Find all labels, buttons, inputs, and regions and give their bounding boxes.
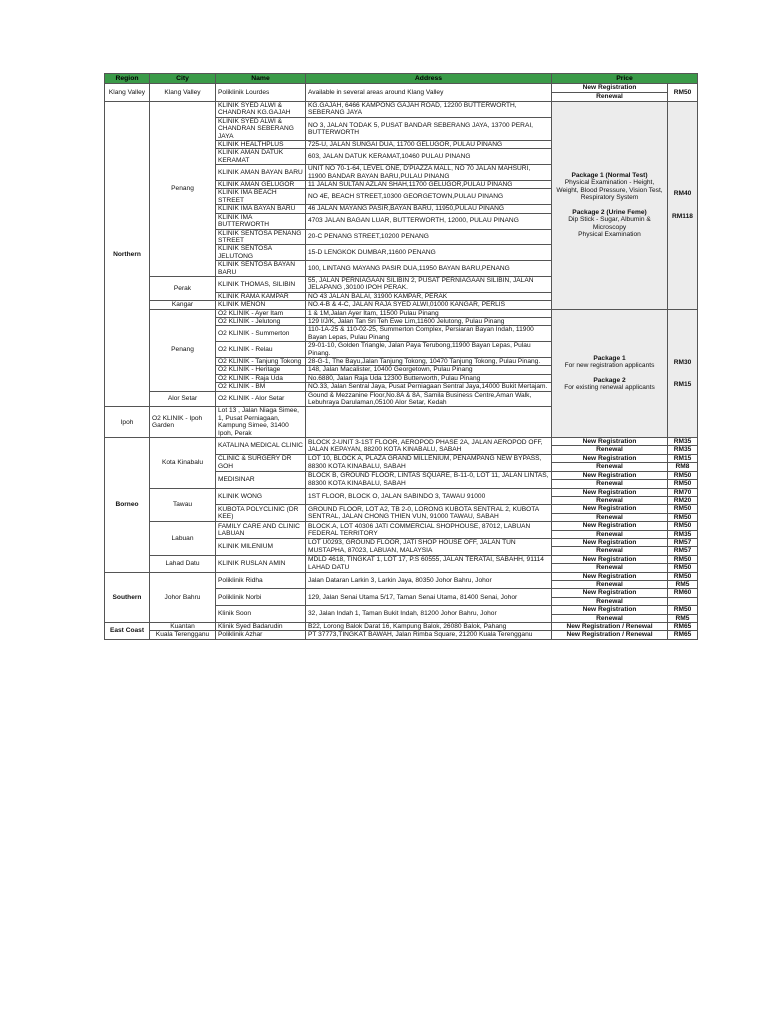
clinic-address: 15-D LENGKOK DUMBAR,11600 PENANG xyxy=(306,245,552,261)
table-row xyxy=(105,488,698,496)
clinic-address: 100, LINTANG MAYANG PASIR DUA,11950 BAYAN BARU,PENANG xyxy=(306,261,552,277)
clinic-name: KLINIK RAMA KAMPAR xyxy=(216,292,306,300)
table-row xyxy=(105,555,698,563)
clinic-name: Poliklinik Ridha xyxy=(216,572,306,589)
clinic-address: 11 JALAN SULTAN AZLAN SHAH,11700 GELUGOR,PULAU PINANG xyxy=(306,181,552,189)
clinic-address: BLOCK B, GROUND FLOOR, LINTAS SQUARE, B-11-0, LOT 11, JALAN LINTAS, 88300 KOTA KINABALU, SABAH xyxy=(306,471,552,488)
price-value: RM57 xyxy=(668,547,698,555)
price-value: RM15 xyxy=(668,454,698,462)
clinic-name: KLINIK WONG xyxy=(216,488,306,505)
package-desc: Physical Examination xyxy=(578,231,641,239)
price-table xyxy=(104,73,698,640)
clinic-address: GROUND FLOOR, LOT A2, TB 2-0, LORONG KUBOTA SENTRAL 2, KUBOTA SENTRAL, JALAN CHONG THIEN VUN, 91000 TAWAU, SABAH xyxy=(306,505,552,522)
clinic-address: NO 4E, BEACH STREET,10300 GEORGETOWN,PULAU PINANG xyxy=(306,189,552,205)
clinic-name: KLINIK AMAN BAYAN BARU xyxy=(216,165,306,181)
clinic-address: 1 & 1M,Jalan Ayer Itam, 11500 Pulau Pinang xyxy=(306,309,552,317)
clinic-name: O2 KLINIK - Ipoh Garden xyxy=(150,407,216,438)
clinic-address: KG.GAJAH, 6466 KAMPONG GAJAH ROAD, 12200 BUTTERWORTH, SEBERANG JAYA xyxy=(306,102,552,118)
clinic-address: 603, JALAN DATUK KERAMAT,10460 PULAU PINANG xyxy=(306,149,552,165)
clinic-address: 32, Jalan Indah 1, Taman Bukit Indah, 81200 Johor Bahru, Johor xyxy=(306,606,552,623)
table-row xyxy=(105,84,698,93)
price-value: RM50 xyxy=(668,606,698,614)
price-value: RM30 xyxy=(673,358,692,366)
price-label: New Registration / Renewal xyxy=(552,631,668,639)
price-value: RM50 xyxy=(668,572,698,580)
clinic-name: KLINIK SYED ALWI & CHANDRAN KG.GAJAH xyxy=(216,102,306,118)
region-cell: Southern xyxy=(105,572,150,622)
price-value: RM5 xyxy=(668,580,698,588)
renewal-label: Renewal xyxy=(552,547,668,555)
clinic-address: NO 43 JALAN BALAI, 31900 KAMPAR, PERAK xyxy=(306,292,552,300)
price-value xyxy=(668,597,698,605)
clinic-name: KATALINA MEDICAL CLINIC xyxy=(216,438,306,455)
package-desc: For existing renewal applicants xyxy=(564,384,655,392)
price-value: RM50 xyxy=(668,555,698,563)
clinic-name: KLINIK SENTOSA BAYAN BARU xyxy=(216,261,306,277)
header-region: Region xyxy=(105,74,150,84)
clinic-name: O2 KLINIK - Ayer Itam xyxy=(216,309,306,317)
clinic-address: NO 3, JALAN TODAK 5, PUSAT BANDAR SEBERANG JAYA, 13700 PERAI, BUTTERWORTH xyxy=(306,117,552,140)
city-cell: Kuantan xyxy=(150,623,216,631)
price-value: RM50 xyxy=(668,84,698,102)
clinic-address: 148, Jalan Macalister, 10400 Georgetown, Pulau Pinang xyxy=(306,366,552,374)
price-value: RM50 xyxy=(668,480,698,488)
clinic-name: Poliklinik Norbi xyxy=(216,589,306,606)
clinic-address: NO.33, Jalan Sentral Jaya, Pusat Perniagaan Sentral Jaya,14000 Bukit Mertajam. xyxy=(306,383,552,391)
city-cell: Ipoh xyxy=(105,407,150,438)
clinic-address: 110-1A-25 & 110-02-25, Summerton Complex, Persiaran Bayan Indah, 11900 Bayan Lepas, Pulau Pinang xyxy=(306,326,552,342)
price-value: RM70 xyxy=(668,488,698,496)
clinic-address: PT 37773,TINGKAT BAWAH, Jalan Rimba Square, 21200 Kuala Terengganu xyxy=(306,631,552,639)
renewal-label: Renewal xyxy=(552,530,668,538)
clinic-address: 46 JALAN MAYANG PASIR,BAYAN BARU, 11950,PULAU PINANG xyxy=(306,205,552,213)
city-cell: Tawau xyxy=(150,488,216,522)
price-value: RM5 xyxy=(668,614,698,622)
clinic-address: 725-U, JALAN SUNGAI DUA, 11700 GELUGOR, PULAU PINANG xyxy=(306,141,552,149)
clinic-name: O2 KLINIK - Summerton xyxy=(216,326,306,342)
new-registration-label: New Registration xyxy=(552,488,668,496)
clinic-name: KLINIK IMA BAYAN BARU xyxy=(216,205,306,213)
city-cell: Kuala Terengganu xyxy=(150,631,216,639)
renewal-label: Renewal xyxy=(552,496,668,504)
table-row xyxy=(105,572,698,580)
clinic-address: Available in several areas around Klang Valley xyxy=(306,84,552,102)
clinic-address: LOT 10, BLOCK A, PLAZA GRAND MILLENIUM, PENAMPANG NEW BYPASS, 88300 KOTA KINABALU, SABAH xyxy=(306,454,552,471)
price-value: RM50 xyxy=(668,471,698,479)
clinic-name: KLINIK SENTOSA PENANG STREET xyxy=(216,229,306,245)
table-row xyxy=(105,623,698,631)
city-cell: Kota Kinabalu xyxy=(150,438,216,488)
clinic-name: KLINIK SENTOSA JELUTONG xyxy=(216,245,306,261)
package-description xyxy=(552,309,668,438)
clinic-name: O2 KLINIK - Jelutong xyxy=(216,317,306,325)
table-row xyxy=(105,438,698,446)
price-label: New Registration / Renewal xyxy=(552,623,668,631)
renewal-label: Renewal xyxy=(552,93,668,102)
clinic-address: UNIT NO 70-1-64, LEVEL ONE, D'PIAZZA MALL, NO 70 JALAN MAHSURI, 11900 BANDAR BAYAN BARU,PULAU PINANG xyxy=(306,165,552,181)
city-cell: Alor Setar xyxy=(150,391,216,407)
package-title: Package 1 xyxy=(593,354,626,362)
clinic-name: Poliklinik Azhar xyxy=(216,631,306,639)
package-prices xyxy=(668,102,698,310)
table-row xyxy=(105,102,698,118)
clinic-name: FAMILY CARE AND CLINIC LABUAN xyxy=(216,522,306,539)
new-registration-label: New Registration xyxy=(552,438,668,446)
clinic-address: Lot 13 , Jalan Niaga Simee, 1, Pusat Perniagaan, Kampung Simee, 31400 Ipoh, Perak xyxy=(216,407,306,438)
price-value: RM65 xyxy=(668,631,698,639)
clinic-price-table xyxy=(104,73,693,640)
renewal-label: Renewal xyxy=(552,564,668,572)
package-prices xyxy=(668,309,698,438)
clinic-name: O2 KLINIK - Tanjung Tokong xyxy=(216,358,306,366)
clinic-name: KUBOTA POLYCLINIC (DR KEE) xyxy=(216,505,306,522)
price-value: RM40 xyxy=(673,190,692,198)
price-value: RM50 xyxy=(668,564,698,572)
region-cell: East Coast xyxy=(105,623,150,640)
clinic-name: KLINIK IMA BEACH STREET xyxy=(216,189,306,205)
clinic-address: 29-01-10, Golden Triangle, Jalan Paya Terubong,11900 Bayan Lepas, Pulau Pinang. xyxy=(306,342,552,358)
clinic-address: LOT U0293, GROUND FLOOR, JATI SHOP HOUSE OFF, JALAN TUN MUSTAPHA, 87023, LABUAN, MALAYSIA xyxy=(306,538,552,555)
clinic-name: O2 KLINIK - Heritage xyxy=(216,366,306,374)
renewal-label: Renewal xyxy=(552,513,668,521)
header-name: Name xyxy=(216,74,306,84)
price-value: RM60 xyxy=(668,589,698,597)
header-price: Price xyxy=(552,74,698,84)
city-cell: Johor Bahru xyxy=(150,572,216,622)
header-address: Address xyxy=(306,74,552,84)
city-cell: Klang Valley xyxy=(150,84,216,102)
price-value: RM35 xyxy=(668,438,698,446)
price-value: RM65 xyxy=(668,623,698,631)
clinic-address: 129 I/J/K, Jalan Tan Sri Teh Ewe Lim,11600 Jelutong, Pulau Pinang xyxy=(306,317,552,325)
new-registration-label: New Registration xyxy=(552,606,668,614)
clinic-address: BLOCK.A, LOT 40306 JATI COMMERCIAL SHOPHOUSE, 87012, LABUAN FEDERAL TERRITORY xyxy=(306,522,552,539)
clinic-address: 129, Jalan Senai Utama 5/17, Taman Senai Utama, 81400 Senai, Johor xyxy=(306,589,552,606)
renewal-label: Renewal xyxy=(552,580,668,588)
price-value: RM50 xyxy=(668,513,698,521)
renewal-label: Renewal xyxy=(552,463,668,471)
table-row xyxy=(105,309,698,317)
new-registration-label: New Registration xyxy=(552,572,668,580)
package-description xyxy=(552,102,668,310)
clinic-address: 28-G-1, The Bayu,Jalan Tanjung Tokong, 10470 Tanjung Tokong, Pulau Pinang. xyxy=(306,358,552,366)
package-desc: For new registration applicants xyxy=(564,362,655,370)
clinic-name: O2 KLINIK - Raja Uda xyxy=(216,374,306,382)
clinic-name: KLINIK THOMAS, SILIBIN xyxy=(216,276,306,292)
dynamic-rows xyxy=(105,438,698,640)
header-row xyxy=(105,74,698,84)
clinic-name: KLINIK SYED ALWI & CHANDRAN SEBERANG JAYA xyxy=(216,117,306,140)
clinic-name: O2 KLINIK - Relau xyxy=(216,342,306,358)
clinic-name: KLINIK MILENIUM xyxy=(216,538,306,555)
clinic-address: 4703 JALAN BAGAN LUAR, BUTTERWORTH, 12000, PULAU PINANG xyxy=(306,213,552,229)
package-title: Package 2 xyxy=(593,377,626,385)
clinic-address: Gound & Mezzanine Floor,No.8A & 8A, Samila Business Centre,Aman Walk, Lebuhraya Darulaman,05100 Alor Setar, Kedah xyxy=(306,391,552,407)
clinic-address: NO.4-B & 4-C, JALAN RAJA SYED ALWI,01000 KANGAR, PERLIS xyxy=(306,301,552,309)
clinic-address: BLOCK 2-UNIT 3-1ST FLOOR, AEROPOD PHASE 2A, JALAN AEROPOD OFF, JALAN KEPAYAN, 88200 KOTA KINABALU, SABAH xyxy=(306,438,552,455)
renewal-label: Renewal xyxy=(552,446,668,454)
new-registration-label: New Registration xyxy=(552,589,668,597)
renewal-label: Renewal xyxy=(552,597,668,605)
clinic-name: KLINIK IMA BUTTERWORTH xyxy=(216,213,306,229)
clinic-address: MDLD 4618, TINGKAT 1, LOT 17, P.S 60555, JALAN TERATAI, SABAHH, 91114 LAHAD DATU xyxy=(306,555,552,572)
price-value: RM57 xyxy=(668,538,698,546)
city-cell: Perak xyxy=(150,276,216,300)
city-cell: Penang xyxy=(150,102,216,277)
new-registration-label: New Registration xyxy=(552,538,668,546)
package-title: Package 2 (Urine Feme) xyxy=(572,208,647,216)
new-registration-label: New Registration xyxy=(552,84,668,93)
clinic-name: CLINIC & SURGERY DR GOH xyxy=(216,454,306,471)
package-desc: Physical Examination - Height, Weight, Blood Pressure, Vision Test, Respiratory System xyxy=(556,179,663,202)
city-cell: Penang xyxy=(150,309,216,391)
new-registration-label: New Registration xyxy=(552,505,668,513)
city-cell: Kangar xyxy=(150,301,216,309)
clinic-address: No.6880, Jalan Raja Uda 12300 Butterworth, Pulau Pinang xyxy=(306,374,552,382)
table-row xyxy=(105,522,698,530)
clinic-address: B22, Lorong Balok Darat 16, Kampung Balok, 26080 Balok, Pahang xyxy=(306,623,552,631)
clinic-name: O2 KLINIK - Alor Setar xyxy=(216,391,306,407)
city-cell: Lahad Datu xyxy=(150,555,216,572)
new-registration-label: New Registration xyxy=(552,522,668,530)
price-value: RM50 xyxy=(668,505,698,513)
price-value: RM118 xyxy=(672,212,693,220)
price-value: RM8 xyxy=(668,463,698,471)
new-registration-label: New Registration xyxy=(552,471,668,479)
price-value: RM35 xyxy=(668,446,698,454)
clinic-name: KLINIK RUSLAN AMIN xyxy=(216,555,306,572)
clinic-name: Poliklinik Lourdes xyxy=(216,84,306,102)
clinic-address: 20-C PENANG STREET,10200 PENANG xyxy=(306,229,552,245)
clinic-address: 55, JALAN PERNIAGAAN SILIBIN 2, PUSAT PERNIAGAAN SILIBIN, JALAN JELAPANG ,30100 IPOH PERAK. xyxy=(306,276,552,292)
price-value: RM20 xyxy=(668,496,698,504)
new-registration-label: New Registration xyxy=(552,454,668,462)
city-cell: Labuan xyxy=(150,522,216,556)
clinic-name: MEDISINAR xyxy=(216,471,306,488)
header-city: City xyxy=(150,74,216,84)
renewal-label: Renewal xyxy=(552,614,668,622)
price-value: RM35 xyxy=(668,530,698,538)
clinic-name: KLINIK MENON xyxy=(216,301,306,309)
price-value: RM50 xyxy=(668,522,698,530)
clinic-name: KLINIK AMAN GELUGOR xyxy=(216,181,306,189)
table-row xyxy=(105,631,698,639)
renewal-label: Renewal xyxy=(552,480,668,488)
clinic-name: KLINIK AMAN DATUK KERAMAT xyxy=(216,149,306,165)
clinic-address: Jalan Dataran Larkin 3, Larkin Jaya, 80350 Johor Bahru, Johor xyxy=(306,572,552,589)
new-registration-label: New Registration xyxy=(552,555,668,563)
region-cell: Borneo xyxy=(105,438,150,573)
clinic-name: O2 KLINIK - BM xyxy=(216,383,306,391)
package-title: Package 1 (Normal Test) xyxy=(571,171,648,179)
clinic-address: 1ST FLOOR, BLOCK O, JALAN SABINDO 3, TAWAU 91000 xyxy=(306,488,552,505)
package-desc: Dip Stick - Sugar, Albumin & Microscopy xyxy=(568,216,651,231)
price-value: RM15 xyxy=(673,380,692,388)
clinic-name: Klinik Soon xyxy=(216,606,306,623)
clinic-name: KLINIK HEALTHPLUS xyxy=(216,141,306,149)
clinic-name: Klinik Syed Badarudin xyxy=(216,623,306,631)
region-cell: Northern xyxy=(105,102,150,407)
region-cell: Klang Valley xyxy=(105,84,150,102)
